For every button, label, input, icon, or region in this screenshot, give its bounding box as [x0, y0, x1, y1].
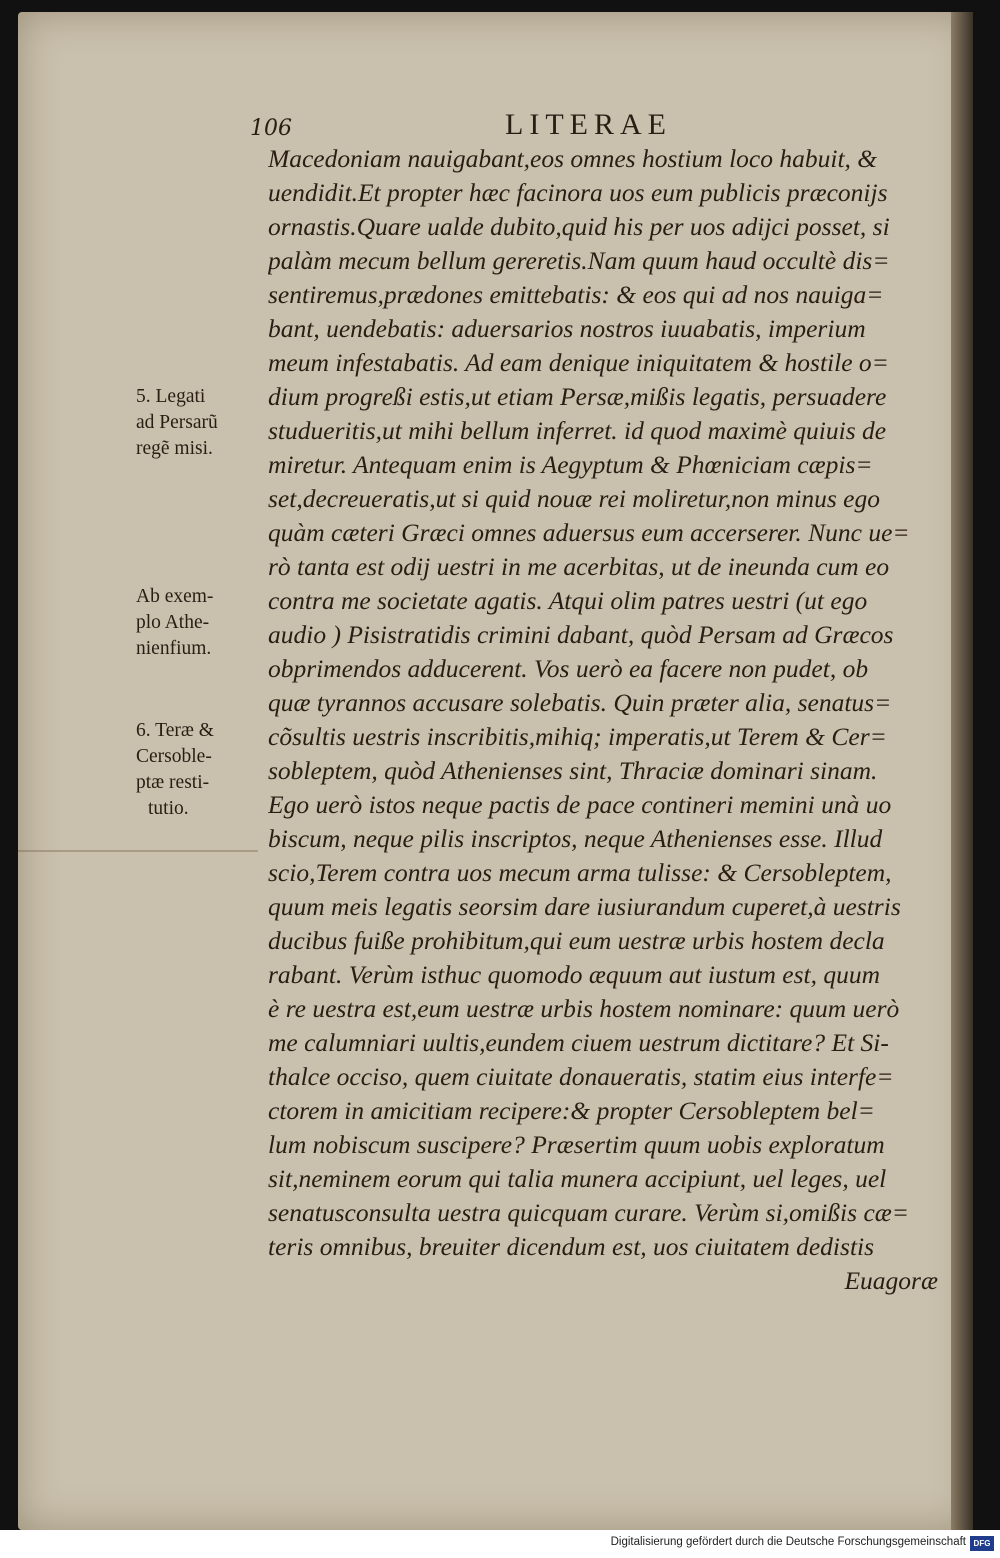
- margin-note-line: 6. Teræ &: [136, 720, 214, 741]
- text-line: rabant. Verùm isthuc quomodo æquum aut iustum est, quum: [268, 960, 880, 989]
- dfg-logo-icon: DFG: [970, 1536, 994, 1551]
- book-spine: [951, 12, 973, 1530]
- margin-note-line: Cersoble-: [136, 746, 212, 767]
- text-line: sentiremus,prædones emittebatis: & eos qui ad nos nauiga=: [268, 280, 884, 309]
- text-line: set,decreueratis,ut si quid nouæ rei moliretur,non minus ego: [268, 484, 880, 513]
- text-line: Ego uerò istos neque pactis de pace contineri memini unà uo: [268, 790, 892, 819]
- margin-note: [136, 384, 276, 462]
- margin-note-line: Ab exem-: [136, 586, 214, 607]
- text-line: cõsultis uestris inscribitis,mihiq; imperatis,ut Terem & Cer=: [268, 722, 887, 751]
- margin-note-line: regẽ misi.: [136, 438, 213, 459]
- running-head: LITERAE: [505, 108, 672, 141]
- margin-note: [136, 718, 276, 822]
- catchword: Euagoræ: [844, 1266, 938, 1295]
- page-fold-crease: [18, 850, 258, 852]
- body-text: [268, 142, 938, 1298]
- page-header: [250, 108, 950, 144]
- margin-note-line: tutio.: [148, 798, 189, 819]
- margin-note: [136, 584, 276, 662]
- text-line: meum infestabatis. Ad eam denique iniquitatem & hostile o=: [268, 348, 889, 377]
- text-line: thalce occiso, quem ciuitate donaueratis, statim eius interfe=: [268, 1062, 894, 1091]
- text-line: quæ tyrannos accusare solebatis. Quin præter alia, senatus=: [268, 688, 892, 717]
- text-line: Macedoniam nauigabant,eos omnes hostium loco habuit, &: [268, 144, 878, 173]
- text-line: rò tanta est odij uestri in me acerbitas, ut de ineunda cum eo: [268, 552, 890, 581]
- text-line: ducibus fuiße prohibitum,qui eum uestræ urbis hostem decla: [268, 926, 885, 955]
- funding-credit: Digitalisierung gefördert durch die Deutsche Forschungsgemeinschaft: [610, 1536, 966, 1548]
- margin-note-line: 5. Legati: [136, 386, 206, 407]
- text-line: sit,neminem eorum qui talia munera accipiunt, uel leges, uel: [268, 1164, 887, 1193]
- margin-note-line: ad Persarũ: [136, 412, 218, 433]
- text-line: ctorem in amicitiam recipere:& propter Cersobleptem bel=: [268, 1096, 875, 1125]
- margin-note-line: ptæ resti-: [136, 772, 210, 793]
- page-number: 106: [250, 116, 292, 141]
- text-line: biscum, neque pilis inscriptos, neque Athenienses esse. Illud: [268, 824, 883, 853]
- text-line: obprimendos adducerent. Vos uerò ea facere non pudet, ob: [268, 654, 869, 683]
- text-line: studueritis,ut mihi bellum inferret. id quod maximè quiuis de: [268, 416, 887, 445]
- margin-note-line: nienfium.: [136, 638, 212, 659]
- text-line: quum meis legatis seorsim dare iusiurandum cuperet,à uestris: [268, 892, 901, 921]
- text-line: me calumniari uultis,eundem ciuem uestrum dictitare? Et Si-: [268, 1028, 889, 1057]
- text-line: lum nobiscum suscipere? Præsertim quum uobis exploratum: [268, 1130, 885, 1159]
- text-line: senatusconsulta uestra quicquam curare. Verùm si,omißis cæ=: [268, 1198, 909, 1227]
- text-line: bant, uendebatis: aduersarios nostros iuuabatis, imperium: [268, 314, 866, 343]
- text-line: quàm cæteri Græci omnes aduersus eum accerserer. Nunc ue=: [268, 518, 910, 547]
- book-page: [18, 12, 973, 1530]
- text-line: palàm mecum bellum gereretis.Nam quum haud occultè dis=: [268, 246, 890, 275]
- text-line: ornastis.Quare ualde dubito,quid his per uos adijci posset, si: [268, 212, 890, 241]
- text-line: è re uestra est,eum uestræ urbis hostem nominare: quum uerò: [268, 994, 900, 1023]
- text-line: scio,Terem contra uos mecum arma tulisse: & Cersobleptem,: [268, 858, 892, 887]
- footer-bar: [0, 1530, 1000, 1558]
- text-line: dium progreßi estis,ut etiam Persæ,mißis legatis, persuadere: [268, 382, 887, 411]
- text-line: uendidit.Et propter hæc facinora uos eum publicis præconijs: [268, 178, 888, 207]
- text-line: contra me societate agatis. Atqui olim patres uestri (ut ego: [268, 586, 868, 615]
- margin-note-line: plo Athe-: [136, 612, 210, 633]
- text-line: sobleptem, quòd Athenienses sint, Thraciæ dominari sinam.: [268, 756, 878, 785]
- text-line: audio ) Pisistratidis crimini dabant, quòd Persam ad Græcos: [268, 620, 894, 649]
- text-line: miretur. Antequam enim is Aegyptum & Phœniciam cæpis=: [268, 450, 873, 479]
- text-line: teris omnibus, breuiter dicendum est, uos ciuitatem dedistis: [268, 1232, 875, 1261]
